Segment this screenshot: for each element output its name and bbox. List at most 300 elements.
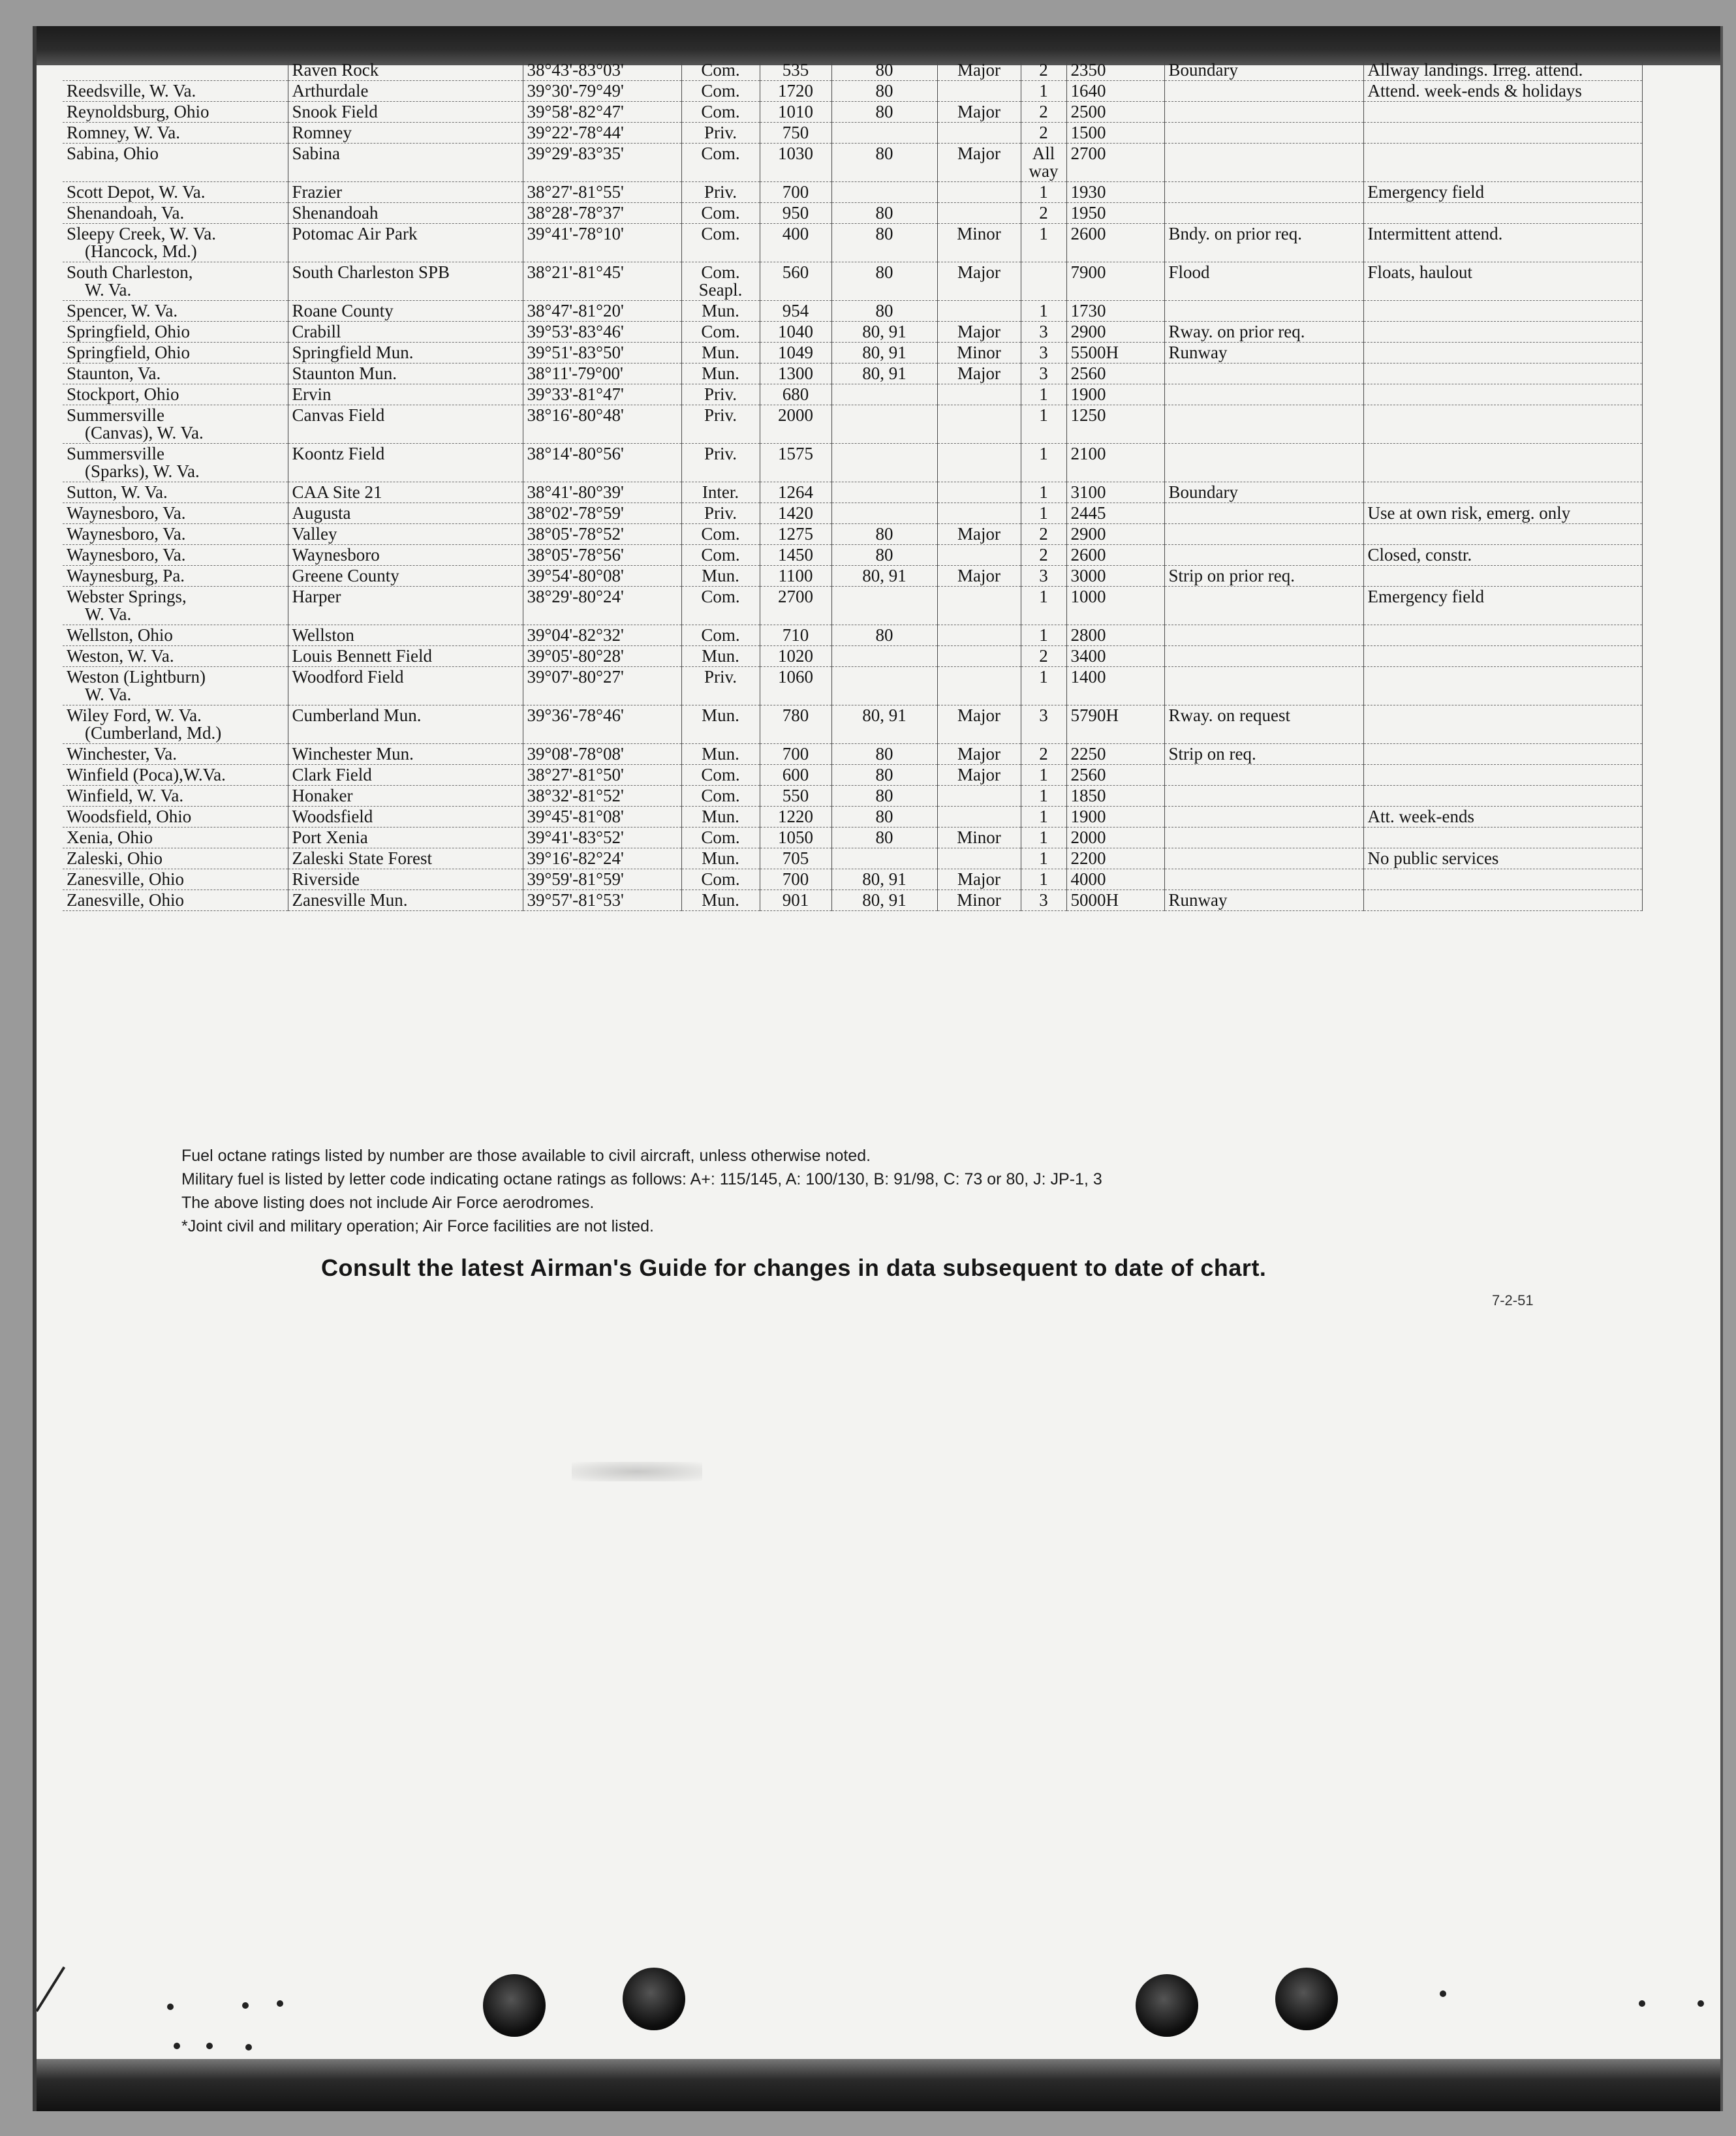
lighting-cell [1164,384,1363,405]
remarks-cell [1363,364,1642,384]
airport-name-cell: Clark Field [288,765,523,786]
fuel-cell: 80 [831,786,937,807]
airport-name-cell: Riverside [288,869,523,890]
type-cell: Mun. [681,744,760,765]
location-cell [63,828,288,848]
location-cell [63,384,288,405]
runway-length-cell: 1900 [1066,384,1164,405]
coordinates-cell: 38°47'-81°20' [523,301,681,322]
fuel-cell [831,482,937,503]
airport-name-cell: Greene County [288,566,523,587]
lighting-cell [1164,667,1363,705]
lighting-cell [1164,765,1363,786]
speck-icon [174,2043,180,2049]
airport-name-cell: Harper [288,587,523,625]
location-cell [63,667,288,705]
repair-cell [937,405,1021,444]
elevation-cell: 550 [760,786,831,807]
coordinates-cell: 39°58'-82°47' [523,102,681,123]
elevation-cell: 1049 [760,343,831,364]
location-cell [63,144,288,182]
runway-length-cell: 2100 [1066,444,1164,482]
repair-cell: Minor [937,343,1021,364]
table-row [63,869,1642,890]
fuel-cell [831,848,937,869]
type-cell: Com. [681,203,760,224]
airport-name-cell: Romney [288,123,523,144]
type-cell: Mun. [681,890,760,911]
lighting-cell [1164,587,1363,625]
coordinates-cell: 39°05'-80°28' [523,646,681,667]
runways-cell: 2 [1021,524,1066,545]
elevation-cell: 1575 [760,444,831,482]
airport-name-cell: Valley [288,524,523,545]
airport-name-cell: Crabill [288,322,523,343]
elevation-cell: 2000 [760,405,831,444]
repair-cell: Major [937,566,1021,587]
location-text: Springfield, Ohio [67,322,190,341]
coordinates-cell: 38°28'-78°37' [523,203,681,224]
type-cell: Com. [681,545,760,566]
elevation-cell: 700 [760,869,831,890]
runways-cell: 1 [1021,869,1066,890]
corner-fold-line [35,1966,65,2012]
repair-cell [937,301,1021,322]
coordinates-cell: 38°16'-80°48' [523,405,681,444]
fuel-cell: 80 [831,744,937,765]
speck-icon [242,2002,249,2009]
airport-name-cell: Koontz Field [288,444,523,482]
airport-name-cell: Winchester Mun. [288,744,523,765]
runway-length-cell: 1250 [1066,405,1164,444]
speck-icon [245,2044,252,2051]
remarks-cell [1363,301,1642,322]
remarks-cell [1363,667,1642,705]
location-text-continued: (Cumberland, Md.) [85,723,222,743]
airport-name-cell: Springfield Mun. [288,343,523,364]
airport-directory-table [63,60,1643,911]
fuel-cell: 80, 91 [831,322,937,343]
table-row [63,343,1642,364]
coordinates-cell: 39°36'-78°46' [523,705,681,744]
location-cell [63,123,288,144]
speck-icon [167,2004,174,2010]
remarks-cell [1363,890,1642,911]
lighting-cell [1164,182,1363,203]
remarks-cell [1363,203,1642,224]
runway-length-cell: 2600 [1066,224,1164,262]
elevation-cell: 1450 [760,545,831,566]
airport-rows [63,60,1642,911]
airport-name-cell: Potomac Air Park [288,224,523,262]
airport-name-cell: Zanesville Mun. [288,890,523,911]
repair-cell: Major [937,322,1021,343]
location-cell [63,869,288,890]
location-cell [63,807,288,828]
elevation-cell: 1220 [760,807,831,828]
runway-length-cell: 2600 [1066,545,1164,566]
type-cell: Com. [681,224,760,262]
type-cell: Com. [681,869,760,890]
table-row [63,144,1642,182]
runways-cell: 2 [1021,744,1066,765]
type-cell: Com. [681,828,760,848]
fuel-cell [831,123,937,144]
repair-cell: Minor [937,224,1021,262]
table-row [63,60,1642,81]
binder-hole-icon [623,1968,685,2030]
runway-length-cell: 3100 [1066,482,1164,503]
table-row [63,848,1642,869]
location-text: Sabina, Ohio [67,144,159,163]
location-text: Shenandoah, Va. [67,203,185,223]
runways-cell: 1 [1021,301,1066,322]
location-cell [63,503,288,524]
location-text: Wellston, Ohio [67,625,173,645]
location-text: Spencer, W. Va. [67,301,178,320]
lighting-cell [1164,144,1363,182]
location-text: Winchester, Va. [67,744,178,764]
lighting-cell: Flood [1164,262,1363,301]
remarks-cell [1363,646,1642,667]
type-cell: Com. Seapl. [681,262,760,301]
airport-name-cell: Roane County [288,301,523,322]
scan-bottom-edge [37,2059,1720,2111]
date-code: 7-2-51 [1492,1292,1534,1308]
runway-length-cell: 1640 [1066,81,1164,102]
airport-name-cell: Waynesboro [288,545,523,566]
location-cell [63,587,288,625]
remarks-cell [1363,144,1642,182]
lighting-cell: Strip on prior req. [1164,566,1363,587]
elevation-cell: 700 [760,182,831,203]
speck-icon [1440,1990,1446,1997]
table-row [63,384,1642,405]
runways-cell: 1 [1021,848,1066,869]
repair-cell [937,545,1021,566]
runways-cell: 3 [1021,343,1066,364]
type-cell: Priv. [681,444,760,482]
runway-length-cell: 2200 [1066,848,1164,869]
coordinates-cell: 39°51'-83°50' [523,343,681,364]
location-text: Winfield (Poca),W.Va. [67,765,226,784]
airport-name-cell: Zaleski State Forest [288,848,523,869]
type-cell: Mun. [681,566,760,587]
fuel-cell [831,182,937,203]
lighting-cell [1164,405,1363,444]
type-cell: Com. [681,322,760,343]
coordinates-cell: 39°41'-83°52' [523,828,681,848]
remarks-cell: No public services [1363,848,1642,869]
table-row [63,405,1642,444]
repair-cell [937,625,1021,646]
speck-icon [1639,2000,1645,2007]
location-text: Summersville [67,405,164,425]
repair-cell [937,182,1021,203]
lighting-cell: Runway [1164,343,1363,364]
type-cell: Com. [681,765,760,786]
elevation-cell: 901 [760,890,831,911]
airport-name-cell: Woodsfield [288,807,523,828]
coordinates-cell: 38°27'-81°55' [523,182,681,203]
table-row [63,182,1642,203]
runways-cell: 1 [1021,587,1066,625]
table-row [63,545,1642,566]
location-cell [63,786,288,807]
runways-cell: 1 [1021,482,1066,503]
fuel-cell [831,667,937,705]
repair-cell: Major [937,869,1021,890]
fuel-cell: 80 [831,301,937,322]
airport-name-cell: Raven Rock [288,60,523,81]
runway-length-cell: 1730 [1066,301,1164,322]
location-text: Xenia, Ohio [67,828,153,847]
fuel-cell: 80 [831,102,937,123]
table-row [63,503,1642,524]
type-cell: Com. [681,81,760,102]
runway-length-cell: 5000H [1066,890,1164,911]
fuel-cell: 80 [831,60,937,81]
runways-cell: 1 [1021,625,1066,646]
repair-cell [937,444,1021,482]
runways-cell: 1 [1021,765,1066,786]
type-cell: Priv. [681,667,760,705]
location-text: Reynoldsburg, Ohio [67,102,209,121]
speck-icon [1697,2000,1704,2007]
location-cell [63,405,288,444]
type-cell: Inter. [681,482,760,503]
airport-name-cell: Ervin [288,384,523,405]
runways-cell: 1 [1021,444,1066,482]
runways-cell: 3 [1021,322,1066,343]
lighting-cell [1164,524,1363,545]
lighting-cell [1164,807,1363,828]
airport-name-cell: Port Xenia [288,828,523,848]
coordinates-cell: 38°14'-80°56' [523,444,681,482]
coordinates-cell: 39°29'-83°35' [523,144,681,182]
runway-length-cell: 2250 [1066,744,1164,765]
airport-name-cell: Arthurdale [288,81,523,102]
runway-length-cell: 2900 [1066,524,1164,545]
airport-name-cell: Canvas Field [288,405,523,444]
location-text-continued: W. Va. [85,604,132,624]
runway-length-cell: 7900 [1066,262,1164,301]
scan-top-edge [37,26,1720,65]
runways-cell: 1 [1021,81,1066,102]
location-cell [63,102,288,123]
location-text: Weston, W. Va. [67,646,174,666]
table-row [63,587,1642,625]
runways-cell: 2 [1021,646,1066,667]
elevation-cell: 1060 [760,667,831,705]
runways-cell: 2 [1021,545,1066,566]
location-cell [63,60,288,81]
elevation-cell: 1275 [760,524,831,545]
runways-cell: 2 [1021,102,1066,123]
fuel-cell [831,444,937,482]
repair-cell: Minor [937,828,1021,848]
elevation-cell: 1100 [760,566,831,587]
repair-cell: Major [937,364,1021,384]
table-row [63,744,1642,765]
runway-length-cell: 4000 [1066,869,1164,890]
coordinates-cell: 38°29'-80°24' [523,587,681,625]
repair-cell: Major [937,60,1021,81]
runway-length-cell: 2700 [1066,144,1164,182]
airport-name-cell: Frazier [288,182,523,203]
fuel-cell: 80 [831,545,937,566]
runways-cell: 3 [1021,364,1066,384]
location-text: Staunton, Va. [67,364,161,383]
location-cell [63,705,288,744]
runway-length-cell: 1950 [1066,203,1164,224]
location-text: Zaleski, Ohio [67,848,163,868]
runway-length-cell: 2350 [1066,60,1164,81]
repair-cell [937,482,1021,503]
runways-cell: 2 [1021,123,1066,144]
elevation-cell: 400 [760,224,831,262]
repair-cell: Major [937,102,1021,123]
lighting-cell [1164,545,1363,566]
location-cell [63,482,288,503]
fuel-cell: 80, 91 [831,364,937,384]
runway-length-cell: 3400 [1066,646,1164,667]
paper-smudge [572,1462,702,1481]
type-cell: Com. [681,786,760,807]
runway-length-cell: 1400 [1066,667,1164,705]
remarks-cell [1363,744,1642,765]
lighting-cell [1164,646,1363,667]
lighting-cell: Rway. on request [1164,705,1363,744]
remarks-cell: Att. week-ends [1363,807,1642,828]
airport-name-cell: South Charleston SPB [288,262,523,301]
location-text-continued: (Canvas), W. Va. [85,423,204,442]
type-cell: Mun. [681,705,760,744]
location-text: South Charleston, [67,262,193,282]
runway-length-cell: 2560 [1066,364,1164,384]
airport-name-cell: Augusta [288,503,523,524]
lighting-cell [1164,364,1363,384]
lighting-cell [1164,102,1363,123]
lighting-cell [1164,81,1363,102]
location-text: Romney, W. Va. [67,123,181,142]
fuel-cell: 80 [831,81,937,102]
remarks-cell [1363,524,1642,545]
runway-length-cell: 2500 [1066,102,1164,123]
remarks-cell [1363,705,1642,744]
table-row [63,625,1642,646]
location-cell [63,545,288,566]
runways-cell: 2 [1021,60,1066,81]
remarks-cell [1363,343,1642,364]
repair-cell [937,807,1021,828]
repair-cell [937,848,1021,869]
footnotes [181,1144,1102,1238]
type-cell: Priv. [681,384,760,405]
coordinates-cell: 38°05'-78°52' [523,524,681,545]
elevation-cell: 750 [760,123,831,144]
type-cell: Mun. [681,646,760,667]
location-text: Woodsfield, Ohio [67,807,192,826]
location-text: Zanesville, Ohio [67,890,184,910]
runway-length-cell: 2560 [1066,765,1164,786]
location-cell [63,81,288,102]
repair-cell [937,667,1021,705]
fuel-cell: 80, 91 [831,869,937,890]
fuel-cell: 80 [831,224,937,262]
repair-cell [937,384,1021,405]
type-cell: Priv. [681,503,760,524]
airport-name-cell: Louis Bennett Field [288,646,523,667]
location-text: Summersville [67,444,164,463]
type-cell: Mun. [681,343,760,364]
speck-icon [206,2043,213,2049]
lighting-cell [1164,625,1363,646]
table-row [63,765,1642,786]
lighting-cell [1164,503,1363,524]
runways-cell: 3 [1021,566,1066,587]
remarks-cell: Intermittent attend. [1363,224,1642,262]
consult-airmans-guide-note: Consult the latest Airman's Guide for changes in data subsequent to date of chart. [321,1254,1267,1281]
remarks-cell [1363,765,1642,786]
location-text-continued: W. Va. [85,280,132,300]
location-text: Waynesburg, Pa. [67,566,185,585]
binder-hole-icon [1136,1974,1198,2037]
document-page [33,26,1723,2111]
coordinates-cell: 38°02'-78°59' [523,503,681,524]
fuel-cell: 80 [831,262,937,301]
fuel-cell [831,384,937,405]
elevation-cell: 710 [760,625,831,646]
fuel-cell [831,646,937,667]
location-cell [63,765,288,786]
location-cell [63,744,288,765]
location-cell [63,524,288,545]
table-row [63,482,1642,503]
remarks-cell: Floats, haulout [1363,262,1642,301]
footnote-military-fuel: Military fuel is listed by letter code indicating octane ratings as follows: A+: 115/145, A: 100/130, B: 91/98, C: 73 or 80, J: JP-1, 3 [181,1170,1102,1188]
location-cell [63,848,288,869]
fuel-cell: 80, 91 [831,890,937,911]
table-row [63,262,1642,301]
runways-cell: 2 [1021,203,1066,224]
fuel-cell: 80, 91 [831,566,937,587]
footnote-air-force: The above listing does not include Air Force aerodromes. [181,1194,595,1212]
lighting-cell [1164,828,1363,848]
repair-cell: Major [937,705,1021,744]
elevation-cell: 680 [760,384,831,405]
elevation-cell: 600 [760,765,831,786]
fuel-cell: 80 [831,807,937,828]
repair-cell [937,503,1021,524]
table-row [63,667,1642,705]
lighting-cell [1164,203,1363,224]
runways-cell: 1 [1021,807,1066,828]
remarks-cell [1363,322,1642,343]
location-text: Winfield, W. Va. [67,786,184,805]
elevation-cell: 700 [760,744,831,765]
elevation-cell: 780 [760,705,831,744]
repair-cell: Major [937,262,1021,301]
elevation-cell: 2700 [760,587,831,625]
runway-length-cell: 1500 [1066,123,1164,144]
runway-length-cell: 3000 [1066,566,1164,587]
elevation-cell: 1420 [760,503,831,524]
repair-cell [937,646,1021,667]
type-cell: Com. [681,144,760,182]
location-cell [63,262,288,301]
coordinates-cell: 39°08'-78°08' [523,744,681,765]
